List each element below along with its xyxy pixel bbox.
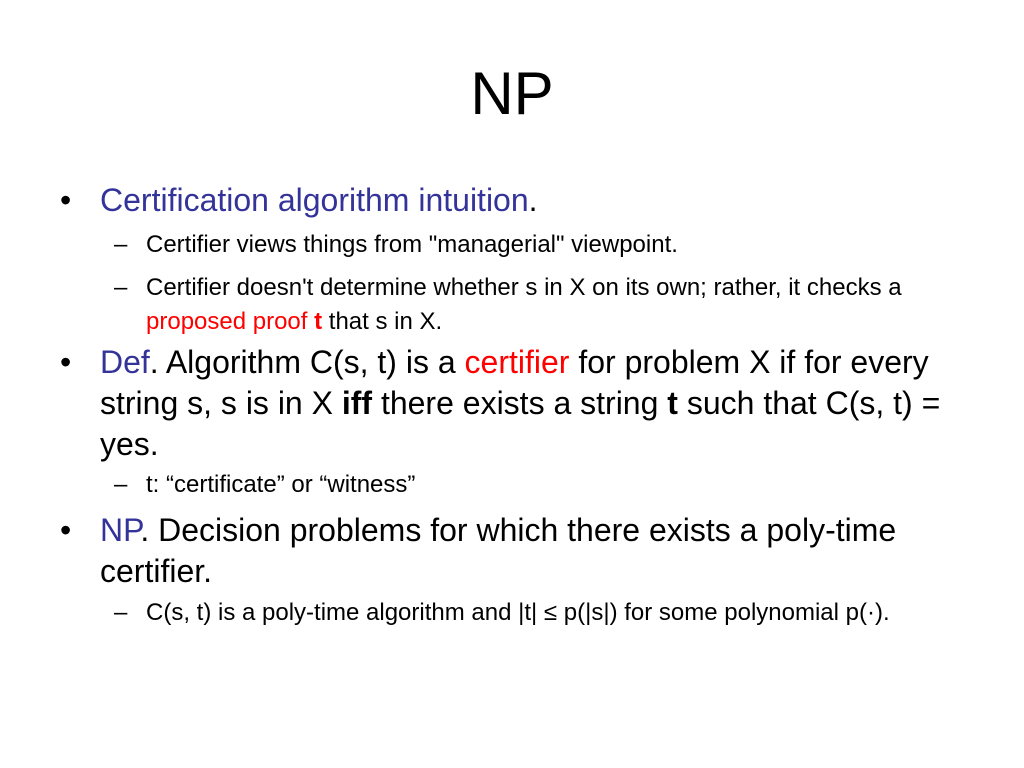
bullet-heading: Certification algorithm intuition <box>100 182 529 218</box>
sub-bullet-managerial <box>114 228 976 262</box>
bullet-definition <box>60 342 980 465</box>
bullet-text: there exists a string <box>372 385 668 421</box>
bullet-np-definition <box>60 510 980 592</box>
bullet-marker: • <box>60 182 72 218</box>
sub-bullet-certificate-witness <box>114 468 976 502</box>
certifier-emphasis: certifier <box>464 344 570 380</box>
bullet-certification-intuition <box>60 180 980 221</box>
bullet-heading: NP <box>100 512 141 548</box>
bullet-marker: • <box>60 344 72 380</box>
sub-bullet-proposed-proof <box>114 271 976 339</box>
bullet-heading: Def <box>100 344 150 380</box>
sub-bullet-poly-time <box>114 596 976 630</box>
bullet-marker: • <box>60 512 72 548</box>
t-bold: t <box>667 385 678 421</box>
dash-marker: – <box>114 599 128 626</box>
dash-marker: – <box>114 274 128 301</box>
sub-bullet-text: Certifier doesn't determine whether s in X on its own; rather, it checks a <box>146 274 902 301</box>
bullet-text: for problem X if for every string s, s is in X <box>100 344 929 421</box>
dash-marker: – <box>114 231 128 258</box>
bullet-text: . Algorithm C(s, t) is a <box>149 344 465 380</box>
sub-bullet-text: Certifier views things from "managerial" viewpoint. <box>146 231 678 258</box>
sub-bullet-text-end: that s in X. <box>322 308 443 335</box>
bullet-text: such that C(s, t) = yes. <box>100 385 941 462</box>
iff-bold: iff <box>341 385 373 421</box>
t-bold: t <box>314 308 323 335</box>
sub-bullet-text: t: “certificate” or “witness” <box>146 471 416 498</box>
sub-bullet-text: C(s, t) is a poly-time algorithm and |t| ≤ p(|s|) for some polynomial p(·). <box>146 599 890 626</box>
proposed-proof-emphasis: proposed proof <box>146 308 308 335</box>
bullet-text: . Decision problems for which there exists a poly-time certifier. <box>100 512 897 589</box>
dash-marker: – <box>114 471 128 498</box>
bullet-text: . <box>528 182 538 218</box>
slide-title: NP <box>470 60 554 127</box>
